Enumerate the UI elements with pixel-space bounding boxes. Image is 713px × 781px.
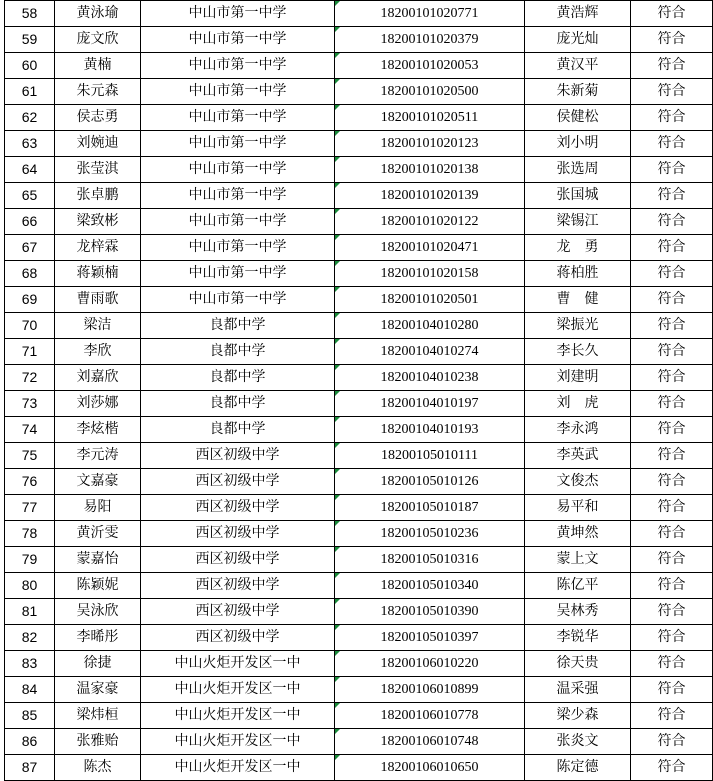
school-name-cell: 中山市第一中学 [141, 261, 335, 287]
parent-name-cell: 吴林秀 [525, 599, 631, 625]
table-row [5, 1, 713, 27]
student-id-cell: 18200105010126 [335, 469, 525, 495]
parent-name-cell: 朱新菊 [525, 79, 631, 105]
student-id-cell: 18200101020158 [335, 261, 525, 287]
student-id-cell: 18200104010197 [335, 391, 525, 417]
student-name-cell: 黄楠 [55, 53, 141, 79]
school-name-cell: 中山市第一中学 [141, 209, 335, 235]
student-id-cell: 18200101020138 [335, 157, 525, 183]
parent-name-cell: 黄坤然 [525, 521, 631, 547]
row-number-cell: 71 [5, 339, 55, 365]
school-name-cell: 中山市第一中学 [141, 1, 335, 27]
table-row [5, 573, 713, 599]
row-number-cell: 61 [5, 79, 55, 105]
parent-name-cell: 黄浩辉 [525, 1, 631, 27]
table-row [5, 521, 713, 547]
row-number-cell: 70 [5, 313, 55, 339]
row-number-cell: 65 [5, 183, 55, 209]
student-id-cell: 18200105010187 [335, 495, 525, 521]
parent-name-cell: 刘建明 [525, 365, 631, 391]
student-id-cell: 18200101020501 [335, 287, 525, 313]
student-name-cell: 庞文欣 [55, 27, 141, 53]
school-name-cell: 良都中学 [141, 365, 335, 391]
table-row [5, 547, 713, 573]
status-cell: 符合 [631, 157, 713, 183]
row-number-cell: 69 [5, 287, 55, 313]
row-number-cell: 78 [5, 521, 55, 547]
school-name-cell: 中山市第一中学 [141, 27, 335, 53]
school-name-cell: 中山火炬开发区一中 [141, 729, 335, 755]
row-number-cell: 87 [5, 755, 55, 781]
school-name-cell: 中山火炬开发区一中 [141, 755, 335, 781]
row-number-cell: 77 [5, 495, 55, 521]
table-row [5, 287, 713, 313]
row-number-cell: 60 [5, 53, 55, 79]
parent-name-cell: 张国城 [525, 183, 631, 209]
parent-name-cell: 易平和 [525, 495, 631, 521]
student-name-cell: 李欣 [55, 339, 141, 365]
status-cell: 符合 [631, 755, 713, 781]
student-id-cell: 18200106010778 [335, 703, 525, 729]
student-name-cell: 蒋颖楠 [55, 261, 141, 287]
row-number-cell: 62 [5, 105, 55, 131]
school-name-cell: 良都中学 [141, 417, 335, 443]
row-number-cell: 73 [5, 391, 55, 417]
school-name-cell: 良都中学 [141, 339, 335, 365]
table-row [5, 339, 713, 365]
row-number-cell: 67 [5, 235, 55, 261]
school-name-cell: 中山市第一中学 [141, 235, 335, 261]
student-id-cell: 18200101020053 [335, 53, 525, 79]
status-cell: 符合 [631, 287, 713, 313]
student-name-cell: 梁致彬 [55, 209, 141, 235]
student-id-cell: 18200106010748 [335, 729, 525, 755]
school-name-cell: 中山火炬开发区一中 [141, 651, 335, 677]
row-number-cell: 80 [5, 573, 55, 599]
table-row [5, 651, 713, 677]
school-name-cell: 中山市第一中学 [141, 79, 335, 105]
student-name-cell: 李元涛 [55, 443, 141, 469]
parent-name-cell: 李锐华 [525, 625, 631, 651]
status-cell: 符合 [631, 209, 713, 235]
student-id-cell: 18200105010390 [335, 599, 525, 625]
student-name-cell: 李炫楷 [55, 417, 141, 443]
status-cell: 符合 [631, 391, 713, 417]
row-number-cell: 68 [5, 261, 55, 287]
student-name-cell: 李晞彤 [55, 625, 141, 651]
table-row [5, 625, 713, 651]
school-name-cell: 中山市第一中学 [141, 183, 335, 209]
row-number-cell: 74 [5, 417, 55, 443]
student-name-cell: 蒙嘉怡 [55, 547, 141, 573]
status-cell: 符合 [631, 261, 713, 287]
school-name-cell: 中山市第一中学 [141, 157, 335, 183]
school-name-cell: 西区初级中学 [141, 547, 335, 573]
parent-name-cell: 蒙上文 [525, 547, 631, 573]
status-cell: 符合 [631, 677, 713, 703]
student-name-cell: 徐捷 [55, 651, 141, 677]
school-name-cell: 西区初级中学 [141, 573, 335, 599]
student-id-cell: 18200101020471 [335, 235, 525, 261]
table-row [5, 53, 713, 79]
student-name-cell: 刘嘉欣 [55, 365, 141, 391]
status-cell: 符合 [631, 235, 713, 261]
student-name-cell: 陈颖妮 [55, 573, 141, 599]
row-number-cell: 79 [5, 547, 55, 573]
status-cell: 符合 [631, 131, 713, 157]
status-cell: 符合 [631, 365, 713, 391]
row-number-cell: 86 [5, 729, 55, 755]
student-id-cell: 18200101020139 [335, 183, 525, 209]
school-name-cell: 中山火炬开发区一中 [141, 677, 335, 703]
table-row [5, 261, 713, 287]
student-name-cell: 黄泳瑜 [55, 1, 141, 27]
table-row [5, 729, 713, 755]
parent-name-cell: 刘 虎 [525, 391, 631, 417]
parent-name-cell: 徐天贵 [525, 651, 631, 677]
row-number-cell: 81 [5, 599, 55, 625]
table-row [5, 105, 713, 131]
status-cell: 符合 [631, 573, 713, 599]
student-id-cell: 18200101020123 [335, 131, 525, 157]
student-id-cell: 18200105010397 [335, 625, 525, 651]
student-id-cell: 18200101020511 [335, 105, 525, 131]
status-cell: 符合 [631, 53, 713, 79]
school-name-cell: 中山市第一中学 [141, 105, 335, 131]
status-cell: 符合 [631, 313, 713, 339]
status-cell: 符合 [631, 183, 713, 209]
student-id-cell: 18200101020122 [335, 209, 525, 235]
status-cell: 符合 [631, 417, 713, 443]
student-id-cell: 18200105010111 [335, 443, 525, 469]
student-id-cell: 18200104010193 [335, 417, 525, 443]
student-name-cell: 吴泳欣 [55, 599, 141, 625]
status-cell: 符合 [631, 1, 713, 27]
student-name-cell: 龙梓霖 [55, 235, 141, 261]
row-number-cell: 75 [5, 443, 55, 469]
row-number-cell: 64 [5, 157, 55, 183]
parent-name-cell: 侯健松 [525, 105, 631, 131]
table-row [5, 157, 713, 183]
parent-name-cell: 蒋柏胜 [525, 261, 631, 287]
student-id-cell: 18200105010236 [335, 521, 525, 547]
table-row [5, 495, 713, 521]
parent-name-cell: 陈定德 [525, 755, 631, 781]
status-cell: 符合 [631, 339, 713, 365]
student-id-cell: 18200101020379 [335, 27, 525, 53]
status-cell: 符合 [631, 27, 713, 53]
table-row [5, 469, 713, 495]
table-row [5, 599, 713, 625]
table-row [5, 755, 713, 781]
student-name-cell: 陈杰 [55, 755, 141, 781]
student-id-cell: 18200101020500 [335, 79, 525, 105]
student-name-cell: 侯志勇 [55, 105, 141, 131]
row-number-cell: 83 [5, 651, 55, 677]
status-cell: 符合 [631, 469, 713, 495]
status-cell: 符合 [631, 625, 713, 651]
table-row [5, 391, 713, 417]
parent-name-cell: 梁少森 [525, 703, 631, 729]
parent-name-cell: 曹 健 [525, 287, 631, 313]
row-number-cell: 72 [5, 365, 55, 391]
student-name-cell: 刘莎娜 [55, 391, 141, 417]
student-name-cell: 梁炜桓 [55, 703, 141, 729]
status-cell: 符合 [631, 599, 713, 625]
student-name-cell: 刘婉迪 [55, 131, 141, 157]
student-name-cell: 温家豪 [55, 677, 141, 703]
parent-name-cell: 庞光灿 [525, 27, 631, 53]
parent-name-cell: 龙 勇 [525, 235, 631, 261]
school-name-cell: 良都中学 [141, 313, 335, 339]
row-number-cell: 76 [5, 469, 55, 495]
student-name-cell: 曹雨歌 [55, 287, 141, 313]
student-name-cell: 张莹淇 [55, 157, 141, 183]
table-row [5, 417, 713, 443]
status-cell: 符合 [631, 547, 713, 573]
school-name-cell: 中山市第一中学 [141, 131, 335, 157]
table-row [5, 313, 713, 339]
status-cell: 符合 [631, 495, 713, 521]
student-id-cell: 18200104010280 [335, 313, 525, 339]
school-name-cell: 中山市第一中学 [141, 53, 335, 79]
parent-name-cell: 陈亿平 [525, 573, 631, 599]
student-id-cell: 18200104010274 [335, 339, 525, 365]
table-row [5, 131, 713, 157]
parent-name-cell: 梁振光 [525, 313, 631, 339]
table-row [5, 235, 713, 261]
status-cell: 符合 [631, 651, 713, 677]
student-name-cell: 张雅贻 [55, 729, 141, 755]
table-row [5, 27, 713, 53]
student-id-cell: 18200106010899 [335, 677, 525, 703]
school-name-cell: 西区初级中学 [141, 469, 335, 495]
student-name-cell: 张卓鹏 [55, 183, 141, 209]
status-cell: 符合 [631, 521, 713, 547]
school-name-cell: 良都中学 [141, 391, 335, 417]
student-id-cell: 18200106010650 [335, 755, 525, 781]
table-row [5, 677, 713, 703]
parent-name-cell: 李英武 [525, 443, 631, 469]
table-row [5, 703, 713, 729]
school-name-cell: 西区初级中学 [141, 495, 335, 521]
table-row [5, 183, 713, 209]
student-id-cell: 18200105010316 [335, 547, 525, 573]
parent-name-cell: 梁锡江 [525, 209, 631, 235]
status-cell: 符合 [631, 729, 713, 755]
parent-name-cell: 文俊杰 [525, 469, 631, 495]
school-name-cell: 西区初级中学 [141, 625, 335, 651]
student-name-cell: 黄沂雯 [55, 521, 141, 547]
student-name-cell: 文嘉豪 [55, 469, 141, 495]
row-number-cell: 84 [5, 677, 55, 703]
parent-name-cell: 刘小明 [525, 131, 631, 157]
school-name-cell: 西区初级中学 [141, 521, 335, 547]
status-cell: 符合 [631, 105, 713, 131]
row-number-cell: 85 [5, 703, 55, 729]
student-id-cell: 18200104010238 [335, 365, 525, 391]
student-name-cell: 易阳 [55, 495, 141, 521]
school-name-cell: 西区初级中学 [141, 443, 335, 469]
parent-name-cell: 温采强 [525, 677, 631, 703]
parent-name-cell: 张炎文 [525, 729, 631, 755]
row-number-cell: 63 [5, 131, 55, 157]
row-number-cell: 66 [5, 209, 55, 235]
row-number-cell: 59 [5, 27, 55, 53]
student-name-cell: 朱元森 [55, 79, 141, 105]
school-name-cell: 中山市第一中学 [141, 287, 335, 313]
parent-name-cell: 张选周 [525, 157, 631, 183]
student-id-cell: 18200106010220 [335, 651, 525, 677]
roster-table-body [5, 1, 713, 781]
student-id-cell: 18200105010340 [335, 573, 525, 599]
parent-name-cell: 李长久 [525, 339, 631, 365]
status-cell: 符合 [631, 443, 713, 469]
school-name-cell: 西区初级中学 [141, 599, 335, 625]
status-cell: 符合 [631, 79, 713, 105]
roster-table [4, 0, 713, 781]
table-row [5, 365, 713, 391]
parent-name-cell: 李永鸿 [525, 417, 631, 443]
parent-name-cell: 黄汉平 [525, 53, 631, 79]
student-name-cell: 梁洁 [55, 313, 141, 339]
table-row [5, 443, 713, 469]
row-number-cell: 82 [5, 625, 55, 651]
table-row [5, 209, 713, 235]
row-number-cell: 58 [5, 1, 55, 27]
status-cell: 符合 [631, 703, 713, 729]
school-name-cell: 中山火炬开发区一中 [141, 703, 335, 729]
student-id-cell: 18200101020771 [335, 1, 525, 27]
table-row [5, 79, 713, 105]
